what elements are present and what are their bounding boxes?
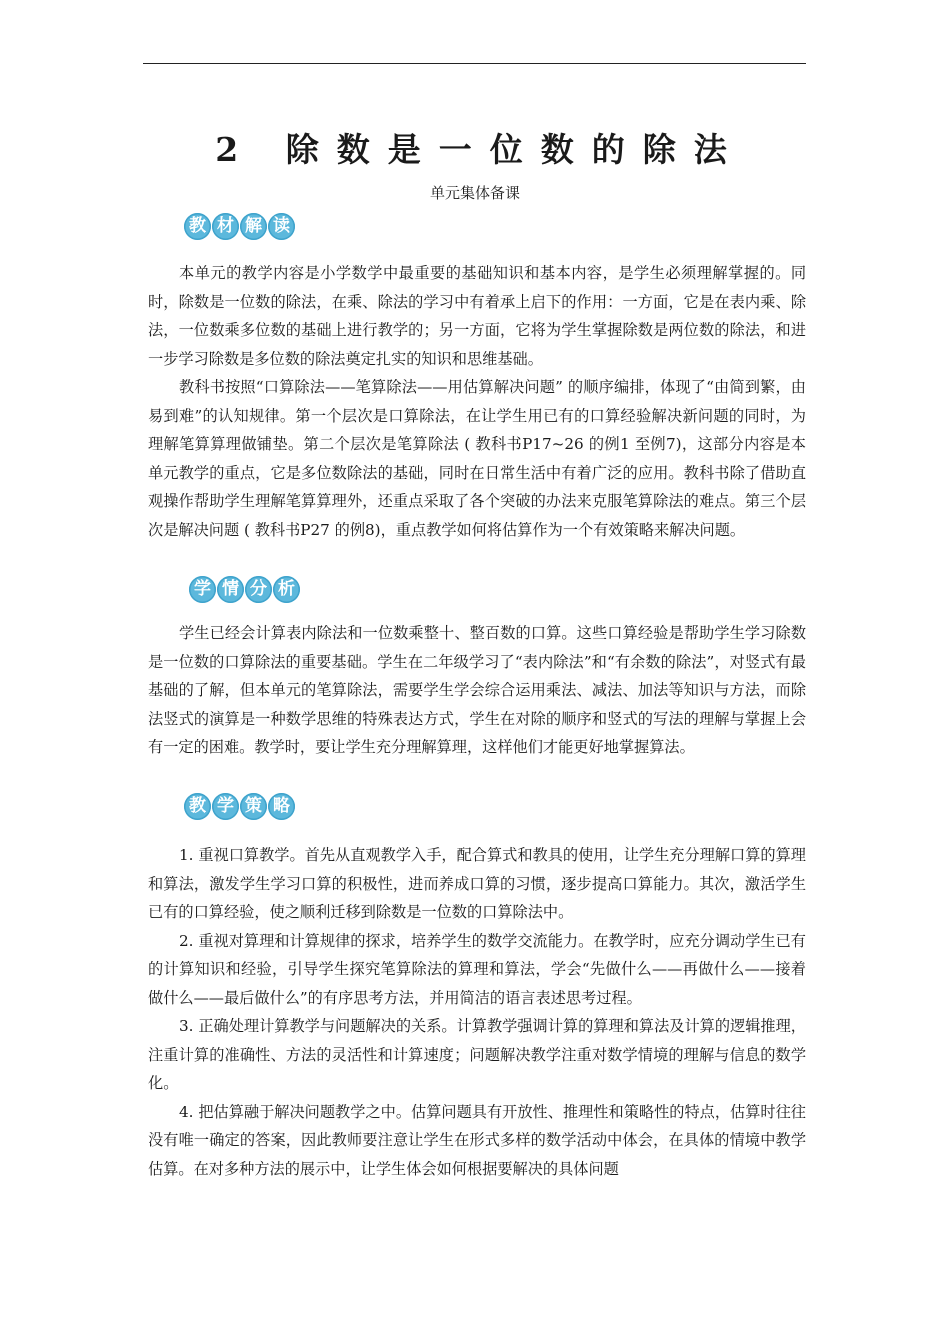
paragraph: 1. 重视口算教学。首先从直观教学入手，配合算式和教具的使用，让学生充分理解口算的算理和算法，激发学生学习口算的积极性，进而养成口算的习惯，逐步提高口算能力。其次，激活学生已有的口算经验，使之顺利迁移到除数是一位数的口算除法中。	[148, 846, 806, 921]
heading-char: 学	[212, 793, 239, 820]
heading-char: 材	[212, 213, 239, 240]
heading-char: 析	[273, 576, 300, 603]
paragraph: 学生已经会计算表内除法和一位数乘整十、整百数的口算。这些口算经验是帮助学生学习除数是一位数的口算除法的重要基础。学生在二年级学习了“表内除法”和“有余数的除法”，对竖式有最基础的了解，但本单元的笔算除法，需要学生学会综合运用乘法、减法、加法等知识与方法，而除法竖式的演算是一种数学思维的特殊表达方式，学生在对除的顺序和竖式的写法的理解与掌握上会有一定的困难。教学时，要让学生充分理解算理，这样他们才能更好地掌握算法。	[148, 624, 806, 756]
paragraph: 教科书按照“口算除法——笔算除法——用估算解决问题” 的顺序编排，体现了“由简到繁，由易到难”的认知规律。第一个层次是口算除法，在让学生用已有的口算经验解决新问题的同时，为理解笔算算理做铺垫。第二个层次是笔算除法 ( 教科书P17~26 的例1 至例7)，这部分内容是本单元教学的重点，它是多位数除法的基础，同时在日常生活中有着广泛的应用。教科书除了借助直观操作帮助学生理解笔算算理外，还重点采取了各个突破的办法来克服笔算除法的难点。第三个层次是解决问题 ( 教科书P27 的例8)，重点教学如何将估算作为一个有效策略来解决问题。	[148, 378, 806, 539]
section-body-jiaocai	[148, 259, 806, 544]
section-body-xueqing	[148, 619, 806, 762]
heading-char: 分	[245, 576, 272, 603]
section-heading-celue	[184, 793, 295, 820]
paragraph: 本单元的教学内容是小学数学中最重要的基础知识和基本内容，是学生必须理解掌握的。同时，除数是一位数的除法，在乘、除法的学习中有着承上启下的作用：一方面，它是在表内乘、除法，一位数乘多位数的基础上进行教学的；另一方面，它将为学生掌握除数是两位数的除法，和进一步学习除数是多位数的除法奠定扎实的知识和思维基础。	[148, 264, 806, 368]
section-heading-xueqing	[189, 576, 300, 603]
heading-char: 读	[268, 213, 295, 240]
heading-char: 情	[217, 576, 244, 603]
heading-char: 教	[184, 793, 211, 820]
section-body-celue	[148, 841, 806, 1183]
heading-char: 略	[268, 793, 295, 820]
section-heading-jiaocai	[184, 213, 295, 240]
heading-char: 解	[240, 213, 267, 240]
paragraph: 4. 把估算融于解决问题教学之中。估算问题具有开放性、推理性和策略性的特点，估算时往往没有唯一确定的答案，因此教师要注意让学生在形式多样的数学活动中体会，在具体的情境中教学估算。在对多种方法的展示中，让学生体会如何根据要解决的具体问题	[148, 1102, 806, 1178]
heading-char: 教	[184, 213, 211, 240]
page-subtitle: 单元集体备课	[429, 184, 520, 202]
heading-char: 策	[240, 793, 267, 820]
top-rule	[143, 63, 806, 64]
paragraph: 3. 正确处理计算教学与问题解决的关系。计算教学强调计算的算理和算法及计算的逻辑推理，注重计算的准确性、方法的灵活性和计算速度；问题解决教学注重对数学情境的理解与信息的数学化。	[148, 1017, 806, 1092]
paragraph: 2. 重视对算理和计算规律的探求，培养学生的数学交流能力。在教学时，应充分调动学生已有的计算知识和经验，引导学生探究笔算除法的算理和算法，学会“先做什么——再做什么——接着做什么——最后做什么”的有序思考方法，并用简洁的语言表述思考过程。	[148, 931, 806, 1007]
page-title: 2 除数是一位数的除法	[215, 130, 745, 169]
heading-char: 学	[189, 576, 216, 603]
